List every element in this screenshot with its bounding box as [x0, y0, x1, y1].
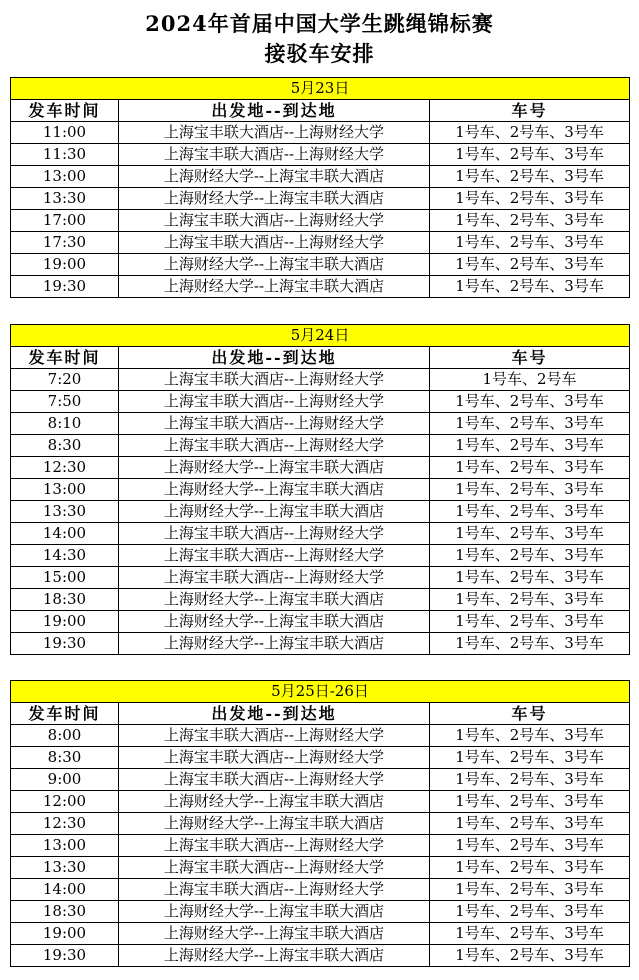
table-row — [11, 276, 630, 298]
departure-time-cell: 17:00 — [11, 210, 119, 232]
bus-number-cell: 1号车、2号车、3号车 — [430, 813, 630, 835]
bus-number-cell: 1号车、2号车、3号车 — [430, 725, 630, 747]
departure-time-cell: 19:30 — [11, 945, 119, 967]
bus-number-cell: 1号车、2号车、3号车 — [430, 210, 630, 232]
table-row — [11, 501, 630, 523]
departure-time-cell: 8:10 — [11, 413, 119, 435]
departure-time-cell: 14:00 — [11, 879, 119, 901]
departure-time-cell: 13:30 — [11, 188, 119, 210]
departure-time-cell: 19:30 — [11, 276, 119, 298]
route-cell: 上海财经大学--上海宝丰联大酒店 — [119, 188, 430, 210]
route-cell: 上海财经大学--上海宝丰联大酒店 — [119, 276, 430, 298]
departure-time-cell: 14:30 — [11, 545, 119, 567]
table-row — [11, 769, 630, 791]
route-cell: 上海宝丰联大酒店--上海财经大学 — [119, 523, 430, 545]
table-row — [11, 747, 630, 769]
route-cell: 上海宝丰联大酒店--上海财经大学 — [119, 835, 430, 857]
departure-time-cell: 9:00 — [11, 769, 119, 791]
route-cell: 上海财经大学--上海宝丰联大酒店 — [119, 589, 430, 611]
bus-number-cell: 1号车、2号车、3号车 — [430, 589, 630, 611]
departure-time-cell: 13:00 — [11, 835, 119, 857]
table-row — [11, 857, 630, 879]
table-row — [11, 188, 630, 210]
departure-time-cell: 14:00 — [11, 523, 119, 545]
table-row — [11, 144, 630, 166]
departure-time-cell: 12:30 — [11, 457, 119, 479]
table-row — [11, 901, 630, 923]
table-row — [11, 479, 630, 501]
schedule-table-may-24 — [10, 324, 630, 655]
table-row — [11, 166, 630, 188]
column-header-bus: 车号 — [430, 347, 630, 369]
table-row — [11, 791, 630, 813]
column-header-route: 出发地--到达地 — [119, 347, 430, 369]
table-row — [11, 391, 630, 413]
departure-time-cell: 12:00 — [11, 791, 119, 813]
table-row — [11, 232, 630, 254]
table-row — [11, 435, 630, 457]
table-row — [11, 413, 630, 435]
departure-time-cell: 13:00 — [11, 166, 119, 188]
departure-time-cell: 19:00 — [11, 923, 119, 945]
departure-time-cell: 19:30 — [11, 633, 119, 655]
departure-time-cell: 8:00 — [11, 725, 119, 747]
date-banner: 5月24日 — [11, 325, 630, 347]
bus-number-cell: 1号车、2号车、3号车 — [430, 479, 630, 501]
bus-number-cell: 1号车、2号车、3号车 — [430, 166, 630, 188]
table-row — [11, 633, 630, 655]
bus-number-cell: 1号车、2号车、3号车 — [430, 523, 630, 545]
route-cell: 上海财经大学--上海宝丰联大酒店 — [119, 501, 430, 523]
departure-time-cell: 11:00 — [11, 122, 119, 144]
departure-time-cell: 12:30 — [11, 813, 119, 835]
route-cell: 上海宝丰联大酒店--上海财经大学 — [119, 545, 430, 567]
table-row — [11, 835, 630, 857]
route-cell: 上海宝丰联大酒店--上海财经大学 — [119, 391, 430, 413]
departure-time-cell: 18:30 — [11, 901, 119, 923]
bus-number-cell: 1号车、2号车、3号车 — [430, 276, 630, 298]
date-banner: 5月25日-26日 — [11, 681, 630, 703]
date-banner: 5月23日 — [11, 78, 630, 100]
bus-number-cell: 1号车、2号车、3号车 — [430, 391, 630, 413]
bus-number-cell: 1号车、2号车、3号车 — [430, 501, 630, 523]
route-cell: 上海财经大学--上海宝丰联大酒店 — [119, 457, 430, 479]
route-cell: 上海财经大学--上海宝丰联大酒店 — [119, 611, 430, 633]
table-row — [11, 589, 630, 611]
departure-time-cell: 13:30 — [11, 857, 119, 879]
departure-time-cell: 8:30 — [11, 747, 119, 769]
departure-time-cell: 17:30 — [11, 232, 119, 254]
departure-time-cell: 19:00 — [11, 611, 119, 633]
route-cell: 上海宝丰联大酒店--上海财经大学 — [119, 413, 430, 435]
bus-number-cell: 1号车、2号车、3号车 — [430, 254, 630, 276]
schedule-table-may-23 — [10, 77, 630, 298]
bus-number-cell: 1号车、2号车、3号车 — [430, 857, 630, 879]
route-cell: 上海财经大学--上海宝丰联大酒店 — [119, 923, 430, 945]
bus-number-cell: 1号车、2号车、3号车 — [430, 435, 630, 457]
bus-number-cell: 1号车、2号车、3号车 — [430, 945, 630, 967]
table-row — [11, 210, 630, 232]
column-header-bus: 车号 — [430, 100, 630, 122]
departure-time-cell: 11:30 — [11, 144, 119, 166]
column-header-route: 出发地--到达地 — [119, 703, 430, 725]
route-cell: 上海财经大学--上海宝丰联大酒店 — [119, 166, 430, 188]
route-cell: 上海宝丰联大酒店--上海财经大学 — [119, 435, 430, 457]
bus-number-cell: 1号车、2号车、3号车 — [430, 144, 630, 166]
route-cell: 上海财经大学--上海宝丰联大酒店 — [119, 791, 430, 813]
route-cell: 上海财经大学--上海宝丰联大酒店 — [119, 901, 430, 923]
route-cell: 上海宝丰联大酒店--上海财经大学 — [119, 747, 430, 769]
bus-number-cell: 1号车、2号车、3号车 — [430, 769, 630, 791]
bus-number-cell: 1号车、2号车、3号车 — [430, 567, 630, 589]
page-title: 2024年首届中国大学生跳绳锦标赛 — [145, 11, 494, 36]
table-row — [11, 122, 630, 144]
column-header-bus: 车号 — [430, 703, 630, 725]
bus-number-cell: 1号车、2号车、3号车 — [430, 835, 630, 857]
table-row — [11, 813, 630, 835]
table-row — [11, 611, 630, 633]
table-row — [11, 945, 630, 967]
bus-number-cell: 1号车、2号车、3号车 — [430, 122, 630, 144]
route-cell: 上海宝丰联大酒店--上海财经大学 — [119, 725, 430, 747]
schedule-table-may-25-26 — [10, 680, 630, 967]
route-cell: 上海宝丰联大酒店--上海财经大学 — [119, 122, 430, 144]
route-cell: 上海宝丰联大酒店--上海财经大学 — [119, 879, 430, 901]
route-cell: 上海宝丰联大酒店--上海财经大学 — [119, 144, 430, 166]
route-cell: 上海财经大学--上海宝丰联大酒店 — [119, 945, 430, 967]
table-row — [11, 369, 630, 391]
table-row — [11, 457, 630, 479]
table-row — [11, 567, 630, 589]
route-cell: 上海财经大学--上海宝丰联大酒店 — [119, 813, 430, 835]
bus-number-cell: 1号车、2号车、3号车 — [430, 633, 630, 655]
bus-number-cell: 1号车、2号车、3号车 — [430, 413, 630, 435]
column-header-time: 发车时间 — [11, 347, 119, 369]
route-cell: 上海宝丰联大酒店--上海财经大学 — [119, 369, 430, 391]
table-row — [11, 523, 630, 545]
route-cell: 上海财经大学--上海宝丰联大酒店 — [119, 479, 430, 501]
bus-number-cell: 1号车、2号车、3号车 — [430, 545, 630, 567]
table-row — [11, 545, 630, 567]
bus-number-cell: 1号车、2号车、3号车 — [430, 879, 630, 901]
route-cell: 上海宝丰联大酒店--上海财经大学 — [119, 210, 430, 232]
departure-time-cell: 18:30 — [11, 589, 119, 611]
bus-number-cell: 1号车、2号车、3号车 — [430, 747, 630, 769]
bus-number-cell: 1号车、2号车、3号车 — [430, 923, 630, 945]
departure-time-cell: 15:00 — [11, 567, 119, 589]
column-header-route: 出发地--到达地 — [119, 100, 430, 122]
departure-time-cell: 8:30 — [11, 435, 119, 457]
departure-time-cell: 13:00 — [11, 479, 119, 501]
bus-number-cell: 1号车、2号车、3号车 — [430, 901, 630, 923]
table-row — [11, 923, 630, 945]
bus-number-cell: 1号车、2号车、3号车 — [430, 232, 630, 254]
bus-number-cell: 1号车、2号车 — [430, 369, 630, 391]
table-row — [11, 254, 630, 276]
column-header-time: 发车时间 — [11, 100, 119, 122]
bus-number-cell: 1号车、2号车、3号车 — [430, 791, 630, 813]
departure-time-cell: 13:30 — [11, 501, 119, 523]
column-header-time: 发车时间 — [11, 703, 119, 725]
route-cell: 上海宝丰联大酒店--上海财经大学 — [119, 857, 430, 879]
route-cell: 上海宝丰联大酒店--上海财经大学 — [119, 769, 430, 791]
departure-time-cell: 7:50 — [11, 391, 119, 413]
route-cell: 上海财经大学--上海宝丰联大酒店 — [119, 633, 430, 655]
bus-number-cell: 1号车、2号车、3号车 — [430, 457, 630, 479]
page-subtitle: 接驳车安排 — [264, 41, 375, 66]
departure-time-cell: 19:00 — [11, 254, 119, 276]
table-row — [11, 879, 630, 901]
table-row — [11, 725, 630, 747]
route-cell: 上海宝丰联大酒店--上海财经大学 — [119, 232, 430, 254]
route-cell: 上海财经大学--上海宝丰联大酒店 — [119, 254, 430, 276]
departure-time-cell: 7:20 — [11, 369, 119, 391]
bus-number-cell: 1号车、2号车、3号车 — [430, 611, 630, 633]
bus-number-cell: 1号车、2号车、3号车 — [430, 188, 630, 210]
route-cell: 上海宝丰联大酒店--上海财经大学 — [119, 567, 430, 589]
